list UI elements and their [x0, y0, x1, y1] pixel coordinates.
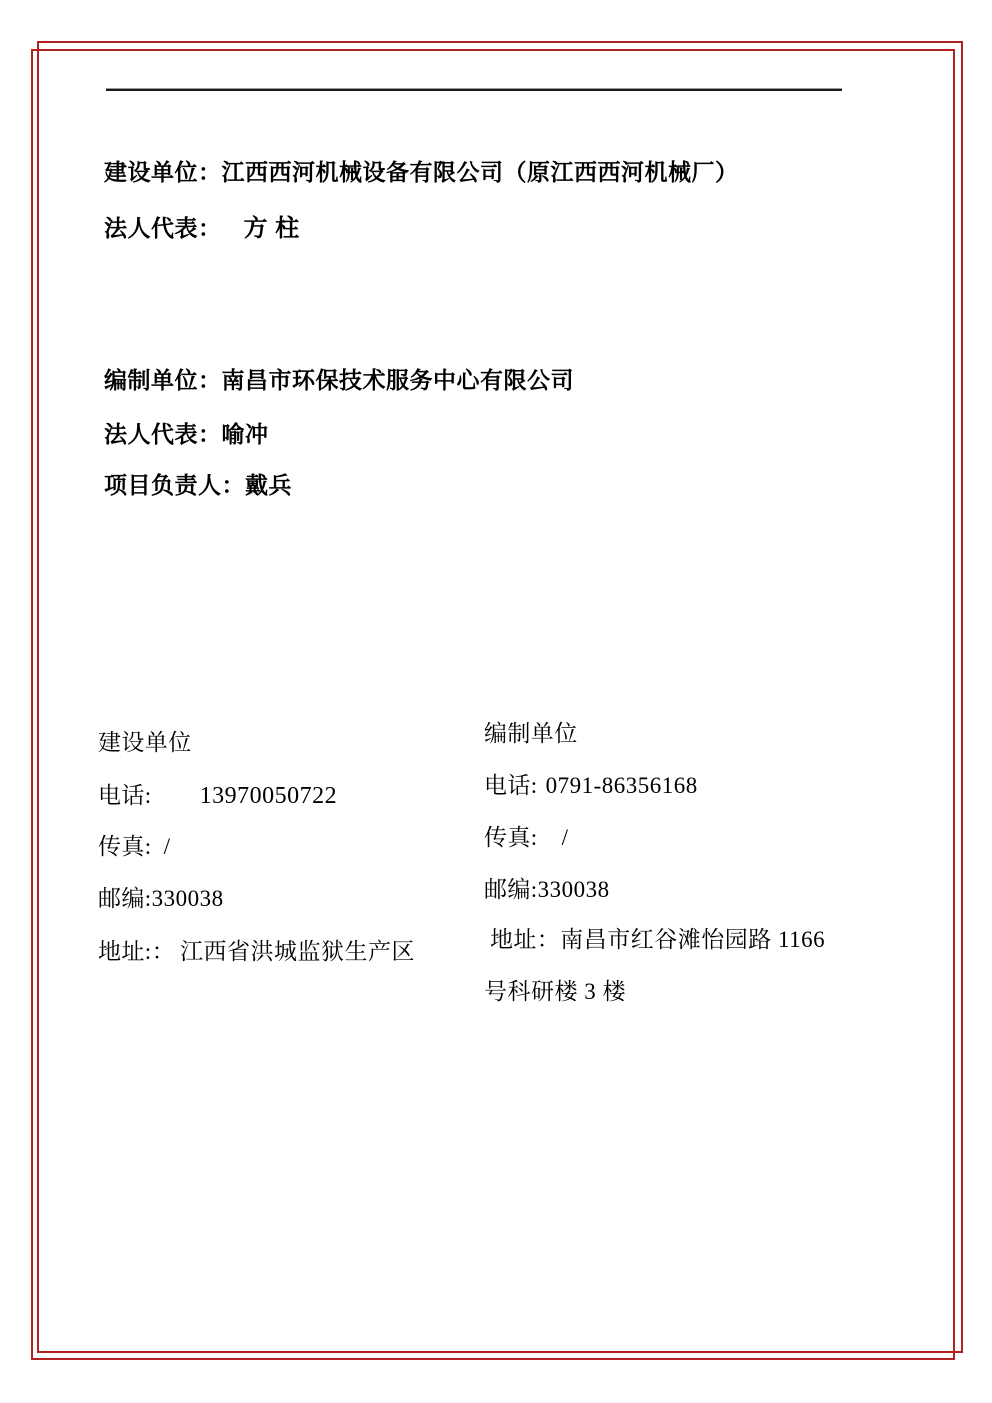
- left-fax-value: /: [163, 834, 171, 859]
- right-address-line2: [484, 978, 626, 1007]
- compile-unit-line: 编制单位：南昌市环保技术服务中心有限公司: [104, 367, 574, 393]
- right-phone-line: [484, 772, 698, 801]
- left-contact-title: 建设单位: [98, 730, 192, 755]
- right-phone-value: 0791-86356168: [545, 773, 698, 798]
- left-address-value: 江西省洪城监狱生产区: [180, 939, 415, 964]
- right-zip-label: 邮编:: [484, 877, 538, 902]
- right-fax-line: [484, 824, 568, 853]
- left-phone-line: [98, 781, 337, 811]
- left-address-line: [98, 938, 415, 967]
- right-contact-title: 编制单位: [484, 721, 578, 746]
- left-phone-value: 13970050722: [199, 783, 338, 809]
- right-address-value2: 号科研楼 3 楼: [484, 979, 626, 1004]
- left-address-label: 地址:：: [98, 939, 175, 964]
- left-fax-label: 传真:: [98, 834, 152, 859]
- right-phone-label: 电话:: [484, 773, 538, 798]
- right-fax-value: /: [561, 825, 569, 850]
- right-address-line1: [490, 926, 825, 955]
- left-phone-label: 电话:: [98, 783, 152, 808]
- left-fax-line: [98, 833, 170, 862]
- compile-legal-rep-line: 法人代表：喻冲: [104, 421, 269, 447]
- construction-unit-line: 建设单位：江西西河机械设备有限公司（原江西西河机械厂）: [104, 159, 739, 185]
- left-zip-label: 邮编:: [98, 886, 152, 911]
- legal-rep-line: [104, 214, 300, 244]
- left-zip-line: [98, 885, 224, 914]
- right-zip-value: 330038: [537, 877, 610, 902]
- left-zip-value: 330038: [151, 886, 224, 911]
- right-zip-line: [484, 876, 610, 905]
- right-fax-label: 传真:: [484, 825, 538, 850]
- legal-rep-name: 方 柱: [243, 215, 300, 242]
- top-divider-line: [106, 88, 842, 91]
- inner-red-border: [31, 49, 955, 1360]
- right-address-label: 地址：: [490, 927, 561, 952]
- legal-rep-label: 法人代表：: [104, 215, 222, 241]
- project-leader-line: 项目负责人：戴兵: [104, 472, 292, 498]
- right-address-value1: 南昌市红谷滩怡园路 1166: [560, 927, 826, 952]
